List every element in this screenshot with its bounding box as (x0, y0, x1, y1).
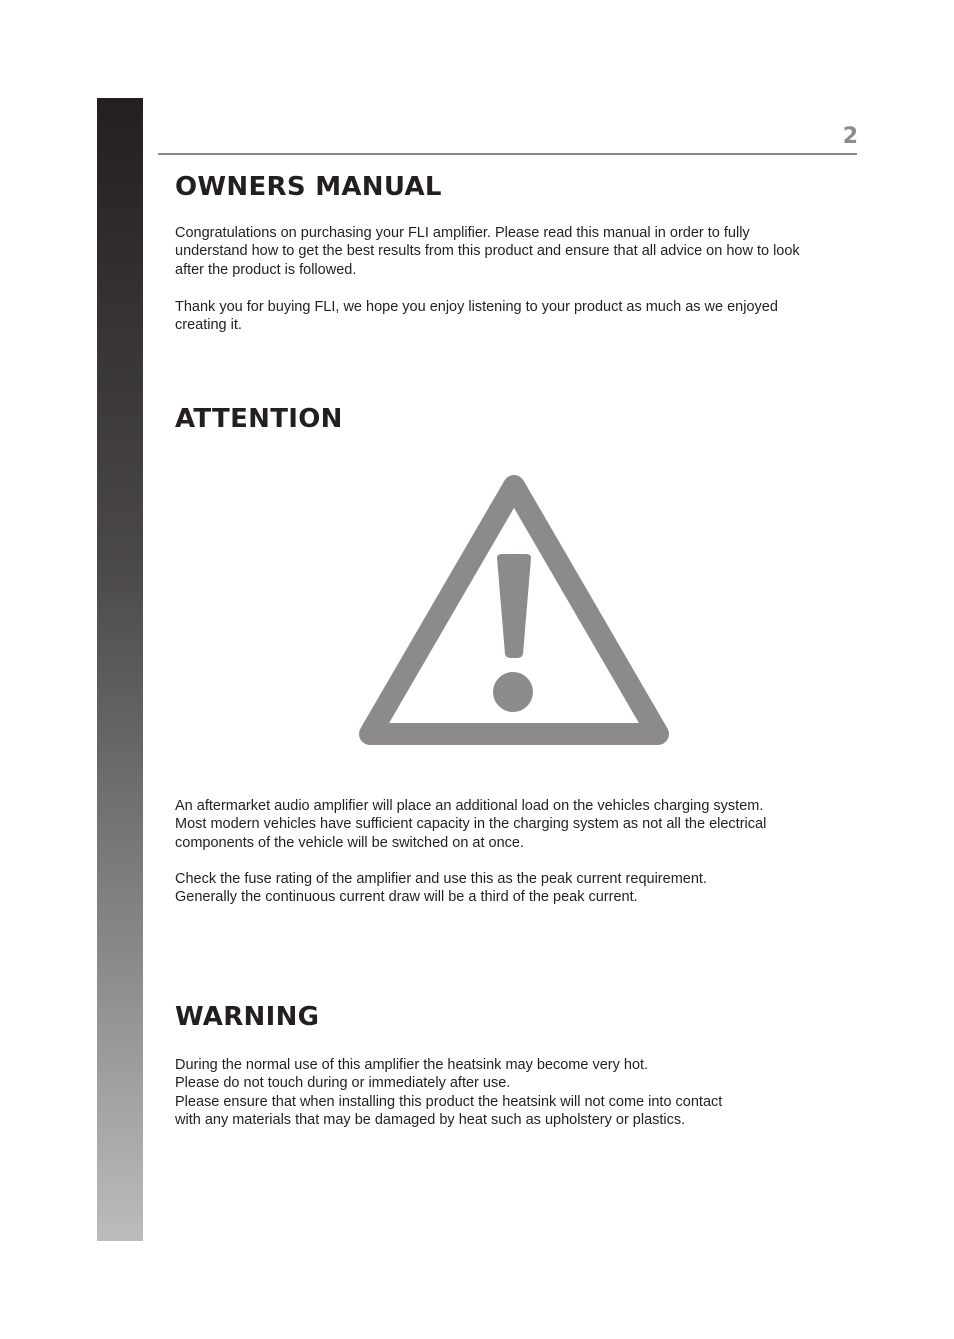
text-line: Most modern vehicles have sufficient capacity in the charging system as not all the electrical (175, 816, 767, 833)
side-gradient-bar (97, 98, 143, 1241)
header-rule (158, 153, 857, 155)
owners-manual-intro (175, 224, 845, 279)
text-line: with any materials that may be damaged by heat such as upholstery or plastics. (175, 1112, 686, 1129)
text-line: creating it. (175, 317, 242, 334)
text-line: Thank you for buying FLI, we hope you enjoy listening to your product as much as we enjoyed (175, 299, 778, 315)
page-number: 2 (842, 124, 858, 149)
warning-heading: WARNING (175, 1002, 320, 1032)
text-line: Generally the continuous current draw will be a third of the peak current. (175, 889, 638, 906)
warning-heatsink-paragraph (175, 1056, 845, 1130)
text-line: Please ensure that when installing this product the heatsink will not come into contact (175, 1093, 723, 1110)
attention-fuse-paragraph (175, 870, 845, 907)
attention-heading: ATTENTION (175, 404, 343, 434)
text-line: components of the vehicle will be switched on at once. (175, 834, 525, 851)
text-line: Congratulations on purchasing your FLI amplifier. Please read this manual in order to fully (175, 225, 750, 241)
text-line: after the product is followed. (175, 261, 357, 278)
text-line: Please do not touch during or immediately after use. (175, 1075, 511, 1092)
attention-charging-paragraph (175, 797, 845, 852)
text-line: understand how to get the best results from this product and ensure that all advice on how to look (175, 243, 800, 260)
text-line: Check the fuse rating of the amplifier and use this as the peak current requirement. (175, 871, 707, 887)
text-line: An aftermarket audio amplifier will place an additional load on the vehicles charging system. (175, 798, 764, 814)
owners-manual-heading: OWNERS MANUAL (175, 172, 442, 202)
warning-triangle-icon (356, 472, 672, 748)
text-line: During the normal use of this amplifier the heatsink may become very hot. (175, 1057, 649, 1073)
owners-manual-thanks (175, 298, 845, 335)
